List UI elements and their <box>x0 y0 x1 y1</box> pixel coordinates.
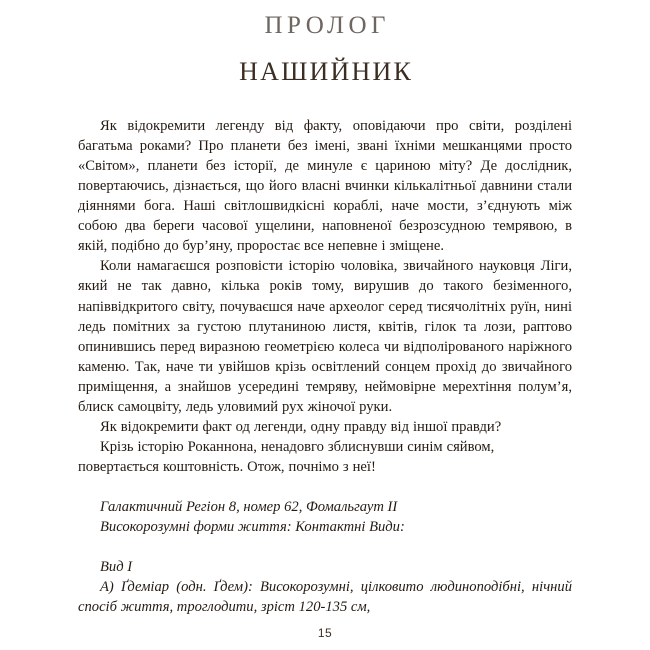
excerpt-header-line-1: Галактичний Регіон 8, номер 62, Фомальгаут II <box>100 498 398 515</box>
paragraph-3: Як відокремити факт од легенди, одну правду від іншої правди? <box>100 418 502 435</box>
excerpt-header-line-2: Високорозумні форми життя: Контактні Види: <box>100 518 405 535</box>
chapter-title: НАШИЙНИК <box>239 56 414 86</box>
excerpt-spacer <box>78 537 572 557</box>
body-text <box>78 116 572 477</box>
page-number: 15 <box>317 626 333 640</box>
species-label: Вид I <box>100 559 133 576</box>
paragraph-1: Як відокремити легенду від факту, оповідаючи про світи, розділені багатьма роками? Про планети без імені, звані їхніми мешканцями просто «Світом», планети без історії, де минуле є цариною міту? Де дослідник, повертаючись, дізнається, що його власні вчинки кількалітньої давнини стали діяннями бога. Наші світлошвидкісні кораблі, наче мости, з’єднують між собою два береги часової ущелини, наповненої безрозсудною темрявою, в якій, подібно до бур’яну, проростає все непевне і зміщене. <box>78 118 572 255</box>
page-title: ПРОЛОГ <box>264 12 391 39</box>
paragraph-2: Коли намагаєшся розповісти історію чоловіка, звичайного науковця Ліги, який не так давно, кілька років тому, вирушив до такого безіменного, напіввідкритого світу, почуваєшся наче археолог серед тисячолітніх руїн, нині ледь помітних за густою плутаниною листя, квітів, гілок та лози, раптово опинившись перед виразною геометрією колеса чи відполірованого наріжного каменю. Так, наче ти увійшов крізь освітлений сонцем прохід до звичайного приміщення, а знайшов усередині темряву, неймовірне мерехтіння полум’я, блиск самоцвіту, ледь уловимий рух жіночої руки. <box>78 258 572 415</box>
excerpt-block <box>78 497 572 617</box>
paragraph-4: Крізь історію Роканнона, ненадовго зблиснувши синім сяйвом, повертається коштовність. Отож, почнімо з неї! <box>78 438 495 475</box>
heading-block <box>78 0 572 86</box>
page-content <box>78 0 572 617</box>
species-entry: А) Ґдеміар (одн. Ґдем): Високорозумні, цілковито людиноподібні, нічний спосіб життя, троглодити, зріст 120-135 см, <box>78 579 572 616</box>
